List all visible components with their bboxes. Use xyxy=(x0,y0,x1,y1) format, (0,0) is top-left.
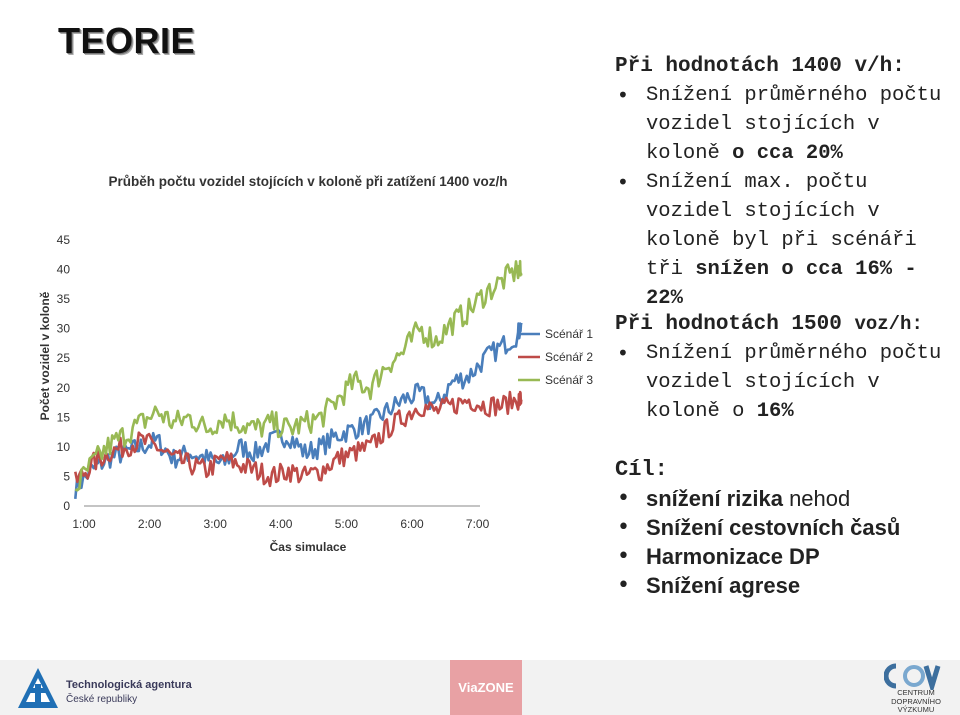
legend-label: Scénář 3 xyxy=(545,373,594,387)
y-tick-label: 20 xyxy=(56,380,70,395)
cdv-line-1: CENTRUM xyxy=(897,688,935,697)
section-1500-heading xyxy=(615,310,960,339)
chart-xlabel: Čas simulace xyxy=(269,540,347,554)
bullet-text: nehod xyxy=(782,486,851,511)
bullet-bold: Snížení cestovních časů xyxy=(646,515,901,540)
bullet-bold: snížení rizika xyxy=(646,486,783,511)
bullet-text: Snížení průměrného počtu vozidel stojících v koloně o xyxy=(646,342,942,423)
bullet-bold: snížen o cca 16% - 22% xyxy=(646,258,917,310)
section-goal xyxy=(615,455,900,600)
x-tick-label: 6:00 xyxy=(400,517,424,531)
series-line xyxy=(75,261,521,490)
chart-series xyxy=(75,261,521,499)
cdv-logo-text xyxy=(880,689,952,715)
goal-bullet-2 xyxy=(615,513,900,542)
section-1400-heading: Při hodnotách 1400 v/h: xyxy=(615,55,905,78)
viazone-label[interactable]: ViaZONE xyxy=(450,660,522,715)
section-goal-heading: Cíl: xyxy=(615,457,668,482)
y-tick-label: 10 xyxy=(56,439,70,454)
x-tick-label: 7:00 xyxy=(465,517,490,531)
cdv-line-2: DOPRAVNÍHO xyxy=(891,696,941,706)
x-tick-label: 1:00 xyxy=(72,517,96,531)
goal-bullet-1 xyxy=(615,484,900,513)
y-tick-label: 15 xyxy=(56,410,70,425)
slide-title: TEORIE xyxy=(58,20,196,61)
y-tick-label: 0 xyxy=(63,499,70,513)
ta-logo-line-2: České republiky xyxy=(66,694,138,705)
section-1500 xyxy=(615,310,960,426)
bullet-bold: o cca 20% xyxy=(732,142,843,165)
x-tick-label: 4:00 xyxy=(269,517,293,531)
bullet-text: Snížení max. počtu vozidel stojících v koloně byl při scénáři tři xyxy=(646,171,917,281)
bullet-bold: 16% xyxy=(756,400,794,423)
heading-tail: voz/h: xyxy=(854,313,923,335)
bullet-bold: Snížení agrese xyxy=(646,573,801,598)
x-tick-labels xyxy=(72,517,489,531)
legend-label: Scénář 1 xyxy=(545,327,594,341)
heading-bold: Při hodnotách 1500 xyxy=(615,313,855,336)
y-tick-label: 45 xyxy=(56,233,70,247)
section-1400-bullet-1 xyxy=(615,81,960,168)
chart-title: Průběh počtu vozidel stojících v koloně při zatížení 1400 voz/h xyxy=(108,174,508,189)
line-chart xyxy=(0,150,600,570)
section-1500-bullet-1 xyxy=(615,339,960,426)
section-1400-bullet-2 xyxy=(615,168,960,313)
y-tick-label: 35 xyxy=(56,292,70,307)
bullet-bold: Harmonizace DP xyxy=(646,544,820,569)
x-tick-label: 3:00 xyxy=(203,517,227,531)
x-tick-label: 2:00 xyxy=(137,517,162,531)
chart-legend xyxy=(518,327,593,387)
y-tick-labels xyxy=(57,233,71,513)
legend-label: Scénář 2 xyxy=(545,350,594,364)
y-tick-label: 25 xyxy=(56,351,70,366)
goal-bullet-4 xyxy=(615,571,900,600)
ta-logo-line-1: Technologická agentura xyxy=(66,679,192,691)
y-tick-label: 5 xyxy=(63,469,70,484)
y-tick-label: 40 xyxy=(56,262,70,277)
goal-bullet-3 xyxy=(615,542,900,571)
x-tick-label: 5:00 xyxy=(334,517,359,531)
section-1400 xyxy=(615,52,960,313)
cdv-line-3: VÝZKUMU xyxy=(897,705,935,714)
y-tick-label: 30 xyxy=(56,321,70,336)
series-line xyxy=(75,392,521,486)
cdv-logo-icon xyxy=(884,662,944,690)
chart-ylabel: Počet vozidel v koloně xyxy=(38,291,52,421)
bullet-text: Snížení průměrného počtu vozidel stojících v koloně xyxy=(646,84,942,165)
